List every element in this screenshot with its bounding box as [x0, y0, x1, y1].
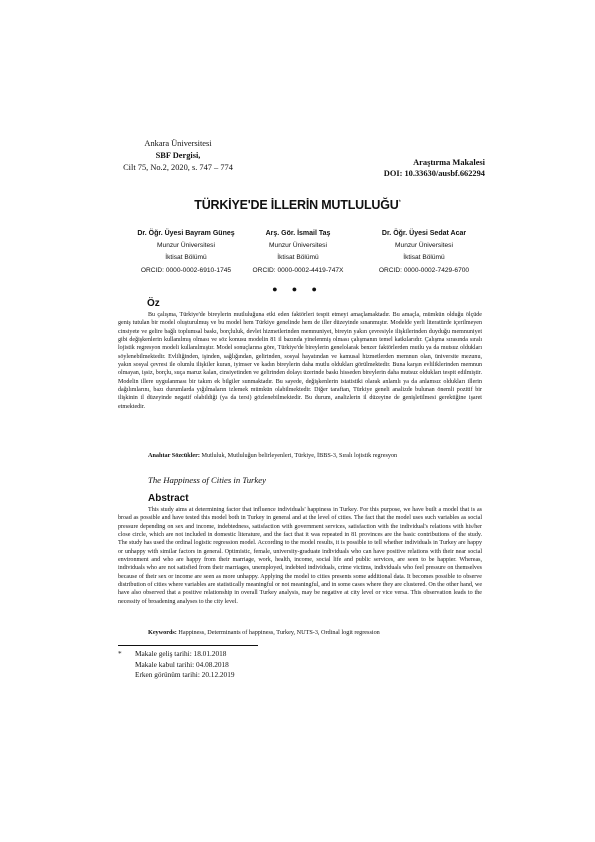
keywords-text: Mutluluk, Mutluluğun belirleyenleri, Türkiye, İBBS-3, Sıralı lojistik regresyon — [201, 452, 398, 459]
footnote-rule — [118, 645, 258, 646]
section-separator: ● ● ● — [272, 284, 323, 294]
paper-title — [0, 198, 595, 212]
author-affiliation: Munzur Üniversitesi — [157, 242, 215, 250]
doi: DOI: 10.33630/ausbf.662294 — [383, 169, 485, 178]
received-date: Makale geliş tarihi: 18.01.2018 — [135, 649, 227, 658]
author-name: Arş. Gör. İsmail Taş — [265, 230, 331, 237]
journal-name: SBF Dergisi, — [155, 151, 201, 160]
paper-title-text: TÜRKİYE'DE İLLERİN MUTLULUĞU — [194, 198, 399, 212]
article-meta — [345, 157, 485, 179]
author-orcid: ORCID: 0000-0002-6910-1745 — [140, 266, 232, 274]
author-affiliation: Munzur Üniversitesi — [269, 242, 327, 250]
journal-header — [108, 138, 248, 174]
author-department: İktisat Bölümü — [403, 254, 445, 262]
keywords-label: Keywords: — [148, 629, 177, 636]
author-name: Dr. Öğr. Üyesi Sedat Acar — [381, 230, 467, 237]
author-name: Dr. Öğr. Üyesi Bayram Güneş — [137, 230, 235, 237]
abstract-body — [118, 506, 482, 606]
abstract-keywords — [148, 629, 488, 637]
volume-info: Cilt 75, No.2, 2020, s. 747 – 774 — [123, 163, 233, 172]
oz-keywords — [148, 452, 488, 460]
university-name: Ankara Üniversitesi — [144, 139, 212, 148]
oz-heading: Öz — [147, 298, 160, 309]
keywords-text: Happiness, Determinants of happiness, Turkey, NUTS-3, Ordinal logit regression — [178, 629, 380, 636]
author-orcid: ORCID: 0000-0002-7429-6700 — [378, 266, 470, 274]
english-title: The Happiness of Cities in Turkey — [148, 475, 267, 485]
footnote-mark: * — [118, 649, 122, 658]
accepted-date: Makale kabul tarihi: 04.08.2018 — [135, 659, 229, 669]
article-type: Araştırma Makalesi — [413, 158, 485, 167]
author-orcid: ORCID: 0000-0002-4419-747X — [252, 266, 344, 274]
author-department: İktisat Bölümü — [277, 254, 319, 262]
footnote — [118, 649, 235, 681]
keywords-label: Anahtar Sözcükler: — [148, 452, 200, 459]
title-footnote-mark: * — [398, 199, 401, 206]
early-view-date: Erken görünüm tarihi: 20.12.2019 — [135, 670, 235, 680]
author-3 — [344, 228, 504, 277]
oz-text: Bu çalışma, Türkiye'de bireylerin mutluluğuna etki eden faktörleri tespit etmeyi amaçlamaktadır. Bu amaçla, mümkün olduğu ölçüde geniş tutulan bir model oluşturulmuş ve bu model hem Türkiye genelinde hem de iller düzeyinde sınanmıştır. Modelde yerli literatürde içerilmeyen cinsiyete ve gelire bağlı toplumsal baskı, borçluluk, devlet hizmetlerinden memnuniyet, bireyin yakın çevresiyle ilişkilerinden duyduğu memnuniyet gibi değişkenlerin kullanılmış olması ve söz konusu modelin 81 il bazında yinelenmiş olması çalışmanın temel katkılarıdır. Çalışma sırasında sıralı lojistik regresyon modeli kullanılmıştır. Model sonuçlarına göre, Türkiye'de bireylerin genelolarak benzer faktörlerden mutlu ya da mutsuz oldukları söylenebilmektedir. Evliliğinden, işinden, sağlığından, gelirinden, sosyal hayatından ve kamusal hizmetlerden memnun olan, üniversite mezunu, yakın sosyal çevresi ile olumlu ilişkiler kuran, iyimser ve kadın bireylerin daha mutlu oldukları görülmektedir. Buna karşın evliliklerinden memnun olmayan, işsiz, borçlu, suça maruz kalan, cinsiyetinden ve gelirinden dolayı üzerinde baskı hisseden bireylerin daha mutsuz oldukları tespit edilmiştir. Modelin illere uygulanması bir takım ek bilgiler sunmaktadır. Bu sayede, değişkenlerin istatistiki olarak anlamlı ya da anlamsız oldukları illerin dağılımlarını, bazı durumlarda yığılmaların izlemek mümkün olabilmektedir. Diğer taraftan, Türkiye geneli analizde bulunan önemli pozitif bir ilişkinin il düzeyinde negatif olabildiği (ya da tersi) gözlenebilmektedir. Bu durum, analizlerin il düzeyine de genişletilmesi gerektiğine işaret etmektedir. — [118, 312, 482, 410]
abstract-text: This study aims at determining factor that influence individuals' happiness in Turkey. For this purpose, we have built a model that is as broad as possible and have tested this model both in Turkey in general and at the level of cities. The fact that the model uses such variables as social pressure depending on sex and income, indebtedness, satisfaction with government services, satisfaction with the individual's relations with his/her close circle, which are not included in domestic literature, and the fact that it was repeated in 81 provinces are the basic contributions of the study. The study has used the ordinal logistic regression model. According to the model results, it is possible to tell whether individuals in Turkey are happy or unhappy with similar factors in general. Optimistic, female, university-graduate individuals who can have positive relations with their near social environment and who are happy from their marriage, work, health, income, social life and public services, are seen to be happier. Whereas, individuals who are not satisfied from their marriages, unemployed, indebted individuals, crime victims, individuals who feel pressure on themselves because of their sex or income are seen as more unhappy. Applying the model to cities presents some additional data. It becomes possible to observe distribution of cities where variables are statistically meaningful or not meaningful, and in some cases where they are clustered. On the other hand, we have also observed that a positive relationship in overall Turkey analysis, may be negative at city level or vice versa. This observation leads to the necessity of broadening analyses to the city level. — [118, 507, 482, 605]
abstract-heading: Abstract — [148, 493, 189, 504]
author-affiliation: Munzur Üniversitesi — [395, 242, 453, 250]
oz-body — [118, 311, 482, 411]
author-department: İktisat Bölümü — [165, 254, 207, 262]
